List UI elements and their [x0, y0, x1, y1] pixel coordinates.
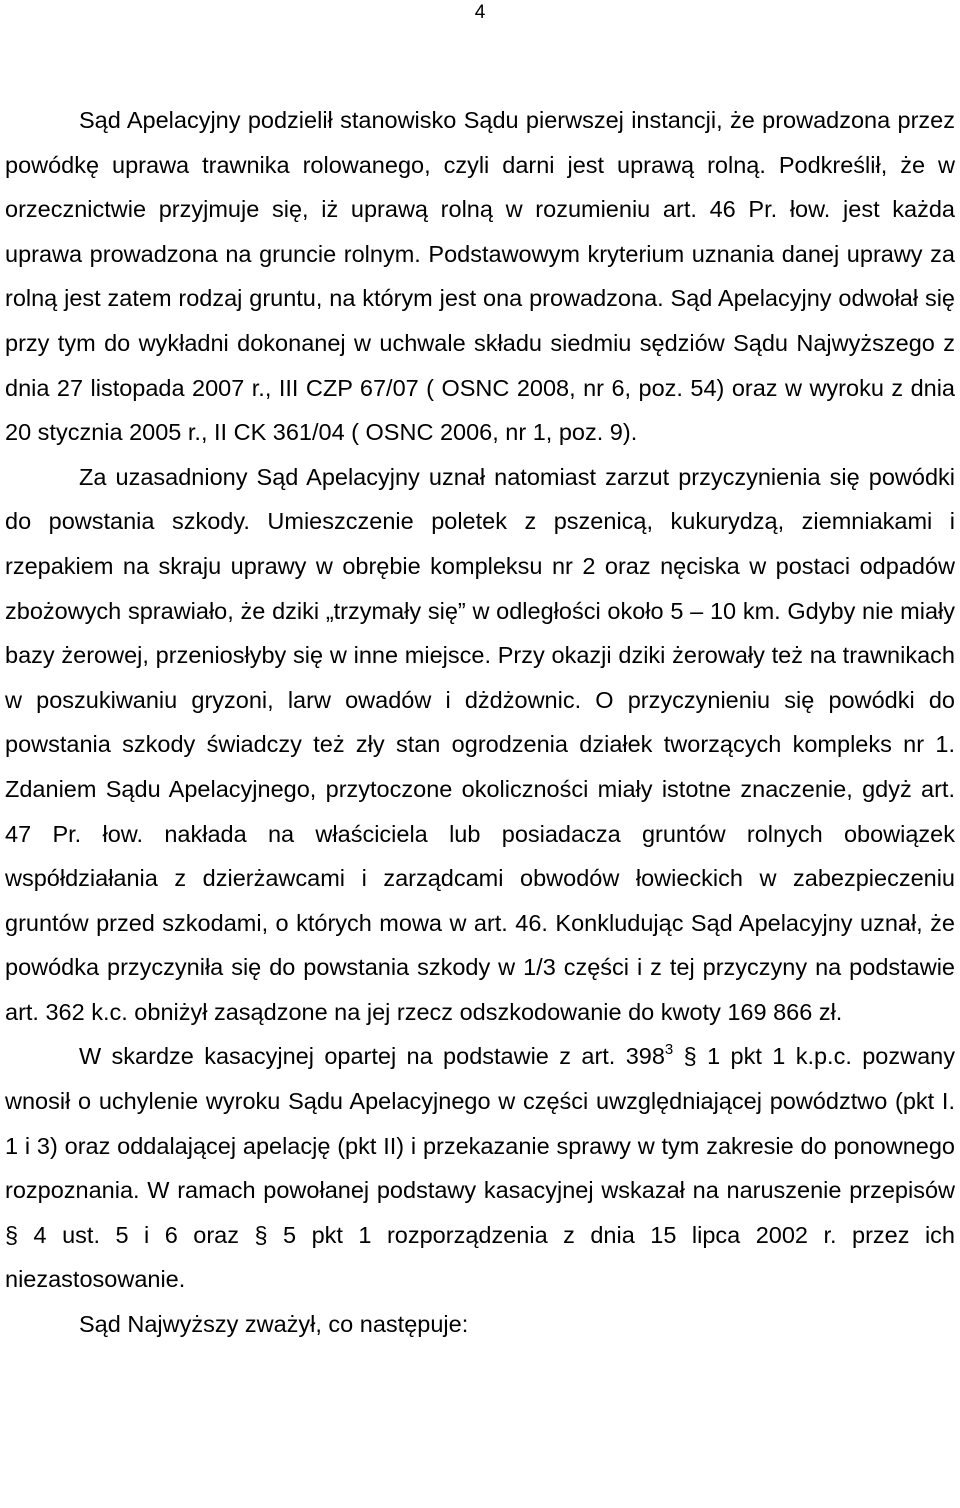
paragraph-supreme-court-considered: Sąd Najwyższy zważył, co następuje:: [79, 1311, 469, 1338]
cassation-text-before: W skardze kasacyjnej opartej na podstawie z art. 398: [79, 1043, 665, 1070]
cassation-text-after: § 1 pkt 1 k.p.c. pozwany wnosił o uchylenie wyroku Sądu Apelacyjnego w części uwzględniającej powództwo (pkt I. 1 i 3) oraz oddalającej apelację (pkt II) i przekazanie sprawy w tym zakresie do ponownego rozpoznania. W ramach powołanej podstawy kasacyjnej wskazał na naruszenie przepisów § 4 ust. 5 i 6 oraz § 5 pkt 1 rozporządzenia z dnia 15 lipca 2002 r. przez ich niezastosowanie.: [5, 1043, 955, 1293]
paragraph-contributory-fault: Za uzasadniony Sąd Apelacyjny uznał natomiast zarzut przyczynienia się powódki do powstania szkody. Umieszczenie poletek z pszenicą, kukurydzą, ziemniakami i rzepakiem na skraju uprawy w obrębie kompleksu nr 2 oraz nęciska w postaci odpadów zbożowych sprawiało, że dziki „trzymały się” w odległości około 5 – 10 km. Gdyby nie miały bazy żerowej, przeniosłyby się w inne miejsce. Przy okazji dziki żerowały też na trawnikach w poszukiwaniu gryzoni, larw owadów i dżdżownic. O przyczynieniu się powódki do powstania szkody świadczy też zły stan ogrodzenia działek tworzących kompleks nr 1. Zdaniem Sądu Apelacyjnego, przytoczone okoliczności miały istotne znaczenie, gdyż art. 47 Pr. łow. nakłada na właściciela lub posiadacza gruntów rolnych obowiązek współdziałania z dzierżawcami i zarządcami obwodów łowieckich w zabezpieczeniu gruntów przed szkodami, o których mowa w art. 46. Konkludując Sąd Apelacyjny uznał, że powódka przyczyniła się do powstania szkody w 1/3 części i z tej przyczyny na podstawie art. 362 k.c. obniżył zasądzone na jej rzecz odszkodowanie do kwoty 169 866 zł.: [5, 463, 955, 1025]
document-body: [5, 98, 955, 1347]
article-superscript: 3: [664, 1041, 674, 1059]
page-number: 4: [474, 2, 486, 23]
paragraph-appeal-court-position: Sąd Apelacyjny podzielił stanowisko Sądu pierwszej instancji, że prowadzona przez powódkę uprawa trawnika rolowanego, czyli darni jest uprawą rolną. Podkreślił, że w orzecznictwie przyjmuje się, iż uprawą rolną w rozumieniu art. 46 Pr. łow. jest każda uprawa prowadzona na gruncie rolnym. Podstawowym kryterium uznania danej uprawy za rolną jest zatem rodzaj gruntu, na którym jest ona prowadzona. Sąd Apelacyjny odwołał się przy tym do wykładni dokonanej w uchwale składu siedmiu sędziów Sądu Najwyższego z dnia 27 listopada 2007 r., III CZP 67/07 ( OSNC 2008, nr 6, poz. 54) oraz w wyroku z dnia 20 stycznia 2005 r., II CK 361/04 ( OSNC 2006, nr 1, poz. 9).: [5, 107, 955, 446]
paragraph-cassation-appeal: [5, 1034, 955, 1302]
